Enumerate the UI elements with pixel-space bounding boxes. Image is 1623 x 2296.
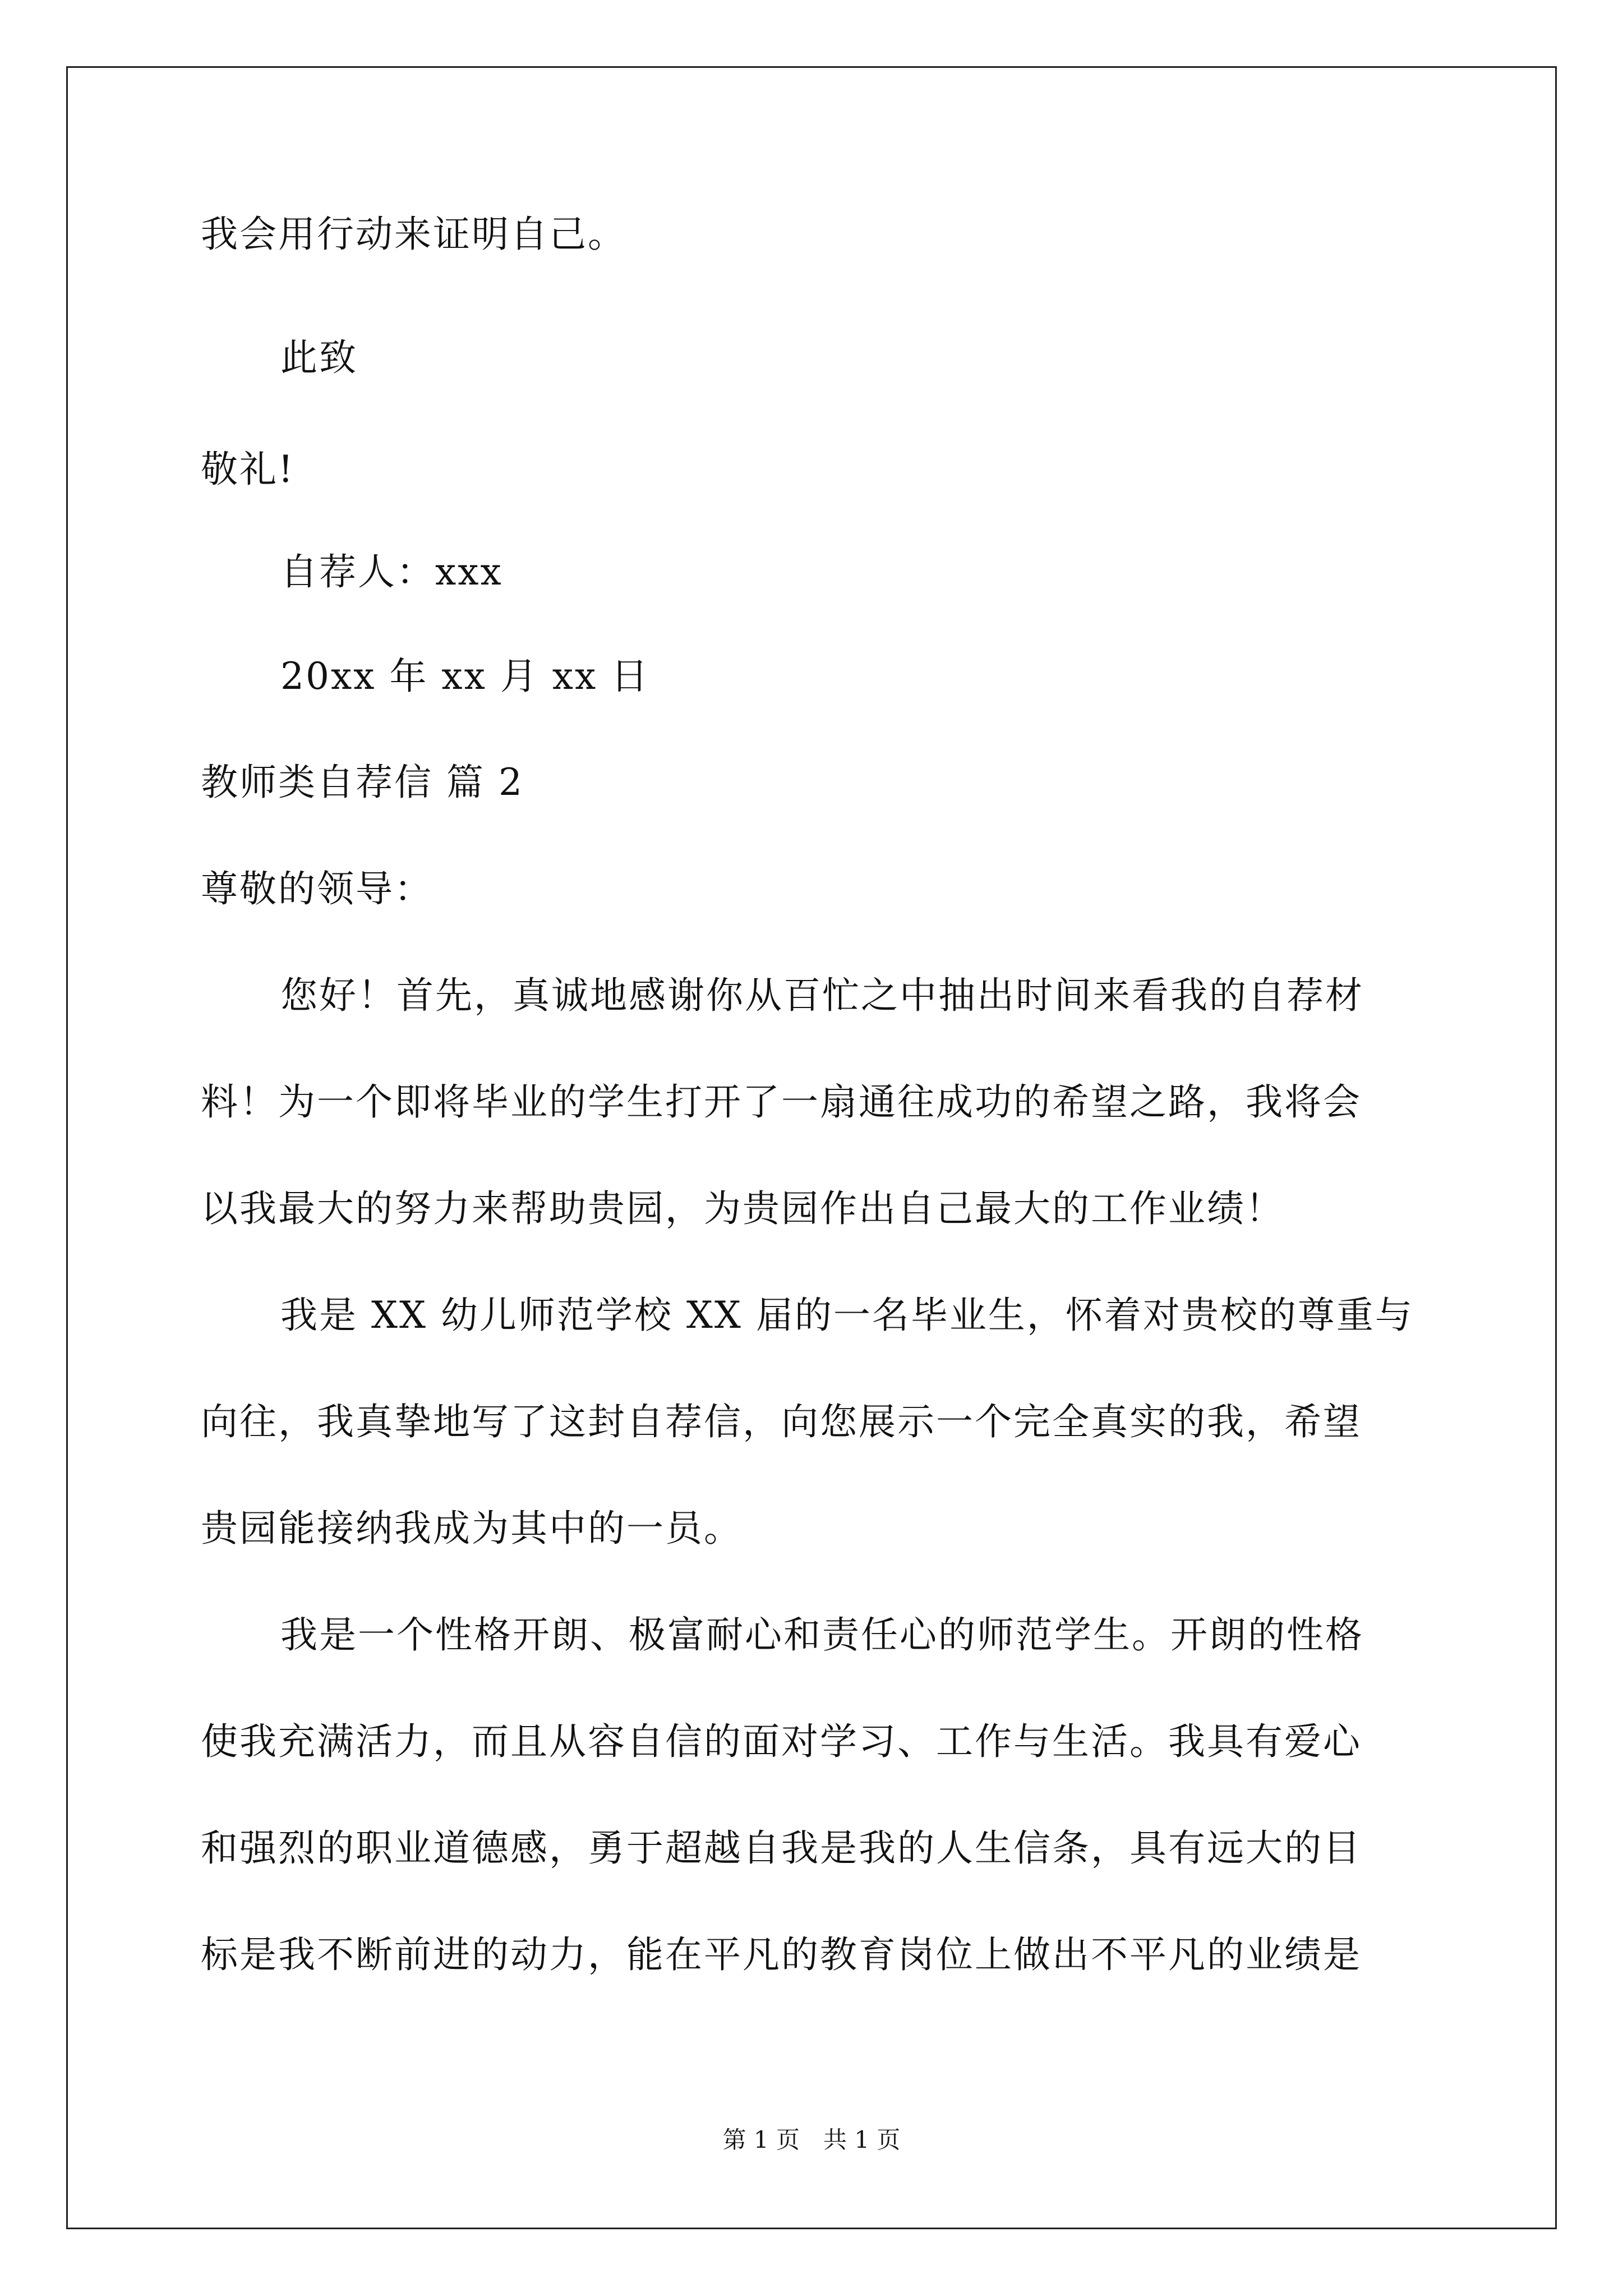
text-line: 我会用行动来证明自己。 bbox=[201, 213, 626, 256]
text-line: 标是我不断前进的动力，能在平凡的教育岗位上做出不平凡的业绩是 bbox=[201, 1933, 1362, 1976]
text-line: 我是 XX 幼儿师范学校 XX 届的一名毕业生，怀着对贵校的尊重与 bbox=[280, 1294, 1414, 1337]
text-line: 我是一个性格开朗、极富耐心和责任心的师范学生。开朗的性格 bbox=[280, 1613, 1364, 1657]
page-footer: 第 1 页 共 1 页 bbox=[722, 2126, 901, 2154]
signature: 自荐人：xxx bbox=[280, 550, 503, 593]
text-line: 和强烈的职业道德感，勇于超越自我是我的人生信条，具有远大的目 bbox=[201, 1826, 1362, 1870]
section-heading: 教师类自荐信 篇 2 bbox=[201, 761, 524, 804]
text-line: 向往，我真挚地写了这封自荐信，向您展示一个完全真实的我，希望 bbox=[201, 1400, 1362, 1443]
greeting: 尊敬的领导： bbox=[201, 867, 433, 910]
closing-regards: 敬礼! bbox=[201, 448, 295, 491]
text-line: 贵园能接纳我成为其中的一员。 bbox=[201, 1507, 743, 1550]
text-line: 您好！首先，真诚地感谢你从百忙之中抽出时间来看我的自荐材 bbox=[280, 974, 1364, 1017]
date: 20xx 年 xx 月 xx 日 bbox=[280, 655, 650, 698]
page-border bbox=[66, 66, 1557, 2229]
text-line: 使我充满活力，而且从容自信的面对学习、工作与生活。我具有爱心 bbox=[201, 1720, 1362, 1763]
text-line: 料！为一个即将毕业的学生打开了一扇通往成功的希望之路，我将会 bbox=[201, 1080, 1362, 1124]
closing-salutation: 此致 bbox=[280, 336, 358, 379]
text-line: 以我最大的努力来帮助贵园，为贵园作出自己最大的工作业绩！ bbox=[201, 1187, 1284, 1230]
